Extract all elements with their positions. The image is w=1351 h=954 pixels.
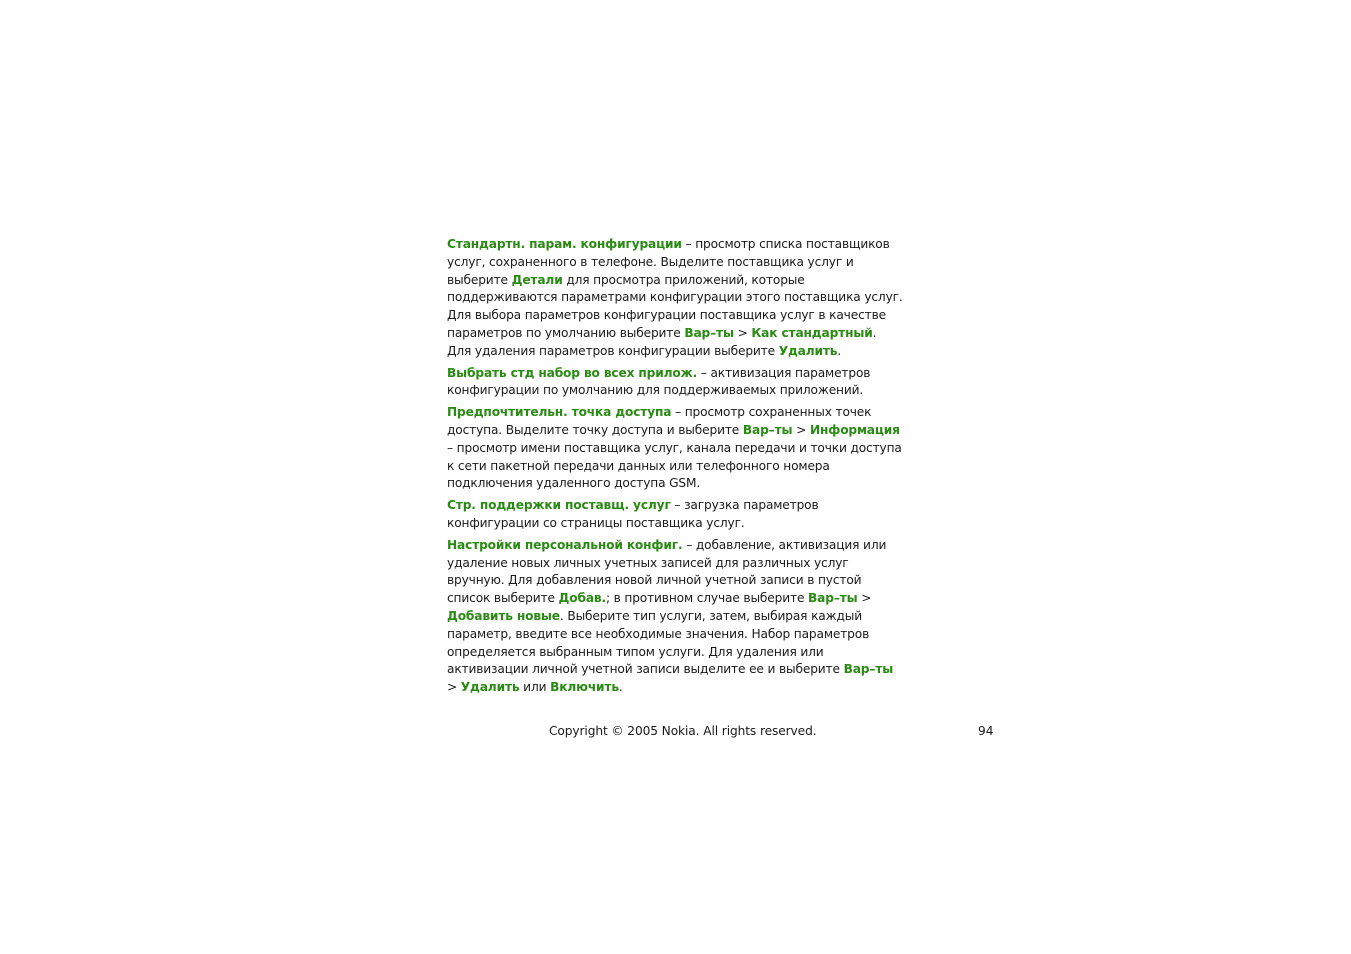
menu-term: Добавить новые — [447, 608, 560, 623]
menu-term: Вар–ты — [808, 591, 858, 606]
body-text: > — [857, 591, 872, 606]
page-number: 94 — [978, 724, 994, 738]
menu-term: Добав. — [558, 591, 606, 606]
body-text: > — [733, 325, 752, 340]
menu-term: Удалить — [460, 680, 520, 695]
footer-copyright: Copyright © 2005 Nokia. All rights reserved. — [549, 724, 817, 738]
menu-term: Настройки персональной конфиг. — [447, 537, 683, 552]
body-text: . — [837, 343, 842, 358]
menu-term: Выбрать стд набор во всех прилож. — [447, 365, 698, 380]
menu-term: Стр. поддержки поставщ. услуг — [447, 498, 671, 513]
body-text: – загрузка параметров конфигурации со страницы поставщика услуг. — [447, 498, 819, 530]
paragraph-standard-config — [447, 236, 903, 361]
body-text: для просмотра приложений, которые поддерживаются параметрами конфигурации этого поставщика услуг. Для выбора параметров конфигурации поставщика услуг в качестве параметров по умолчанию выберите — [447, 272, 903, 340]
menu-term: Удалить — [778, 343, 838, 358]
body-text: – активизация параметров конфигурации по умолчанию для поддерживаемых приложений. — [447, 365, 871, 398]
body-text: > — [792, 422, 810, 437]
document-body — [447, 236, 903, 701]
body-text: . — [618, 680, 623, 695]
menu-term: Вар–ты — [742, 422, 793, 437]
body-text: > — [447, 680, 461, 695]
menu-term: Вар–ты — [843, 662, 894, 677]
body-text: . Выберите тип услуги, затем, выбирая каждый параметр, введите все необходимые значения. Набор параметров определяется выбранным типом услуги. Для удаления или активизации личной учетной записи выделите ее и выберите — [447, 608, 870, 677]
body-text: – просмотр сохраненных точек доступа. Выделите точку доступа и выберите — [447, 405, 872, 437]
menu-term: Предпочтительн. точка доступа — [447, 405, 672, 420]
body-text: или — [519, 680, 551, 695]
menu-term: Стандартн. парам. конфигурации — [447, 237, 682, 251]
body-text: – просмотр имени поставщика услуг, канала передачи и точки доступа к сети пакетной передачи данных или телефонного номера подключения удаленного доступа GSM. — [447, 440, 902, 491]
paragraph-provider-support-page — [447, 497, 903, 533]
body-text: ; в противном случае выберите — [605, 591, 809, 606]
menu-term: Как стандартный — [751, 325, 873, 340]
paragraph-select-default-set — [447, 365, 903, 401]
body-text: . Для удаления параметров конфигурации выберите — [447, 325, 877, 358]
body-text: – добавление, активизация или удаление новых личных учетных записей для различных услуг вручную. Для добавления новой личной учетной записи в пустой список выберите — [447, 537, 887, 606]
paragraph-personal-config — [447, 537, 903, 697]
menu-term: Вар–ты — [684, 325, 734, 340]
paragraph-preferred-access-point — [447, 404, 903, 493]
menu-term: Детали — [511, 272, 563, 287]
menu-term: Информация — [809, 422, 900, 437]
menu-term: Включить — [550, 680, 619, 695]
body-text: – просмотр списка поставщиков услуг, сохраненного в телефоне. Выделите поставщика услуг и выберите — [447, 237, 890, 287]
